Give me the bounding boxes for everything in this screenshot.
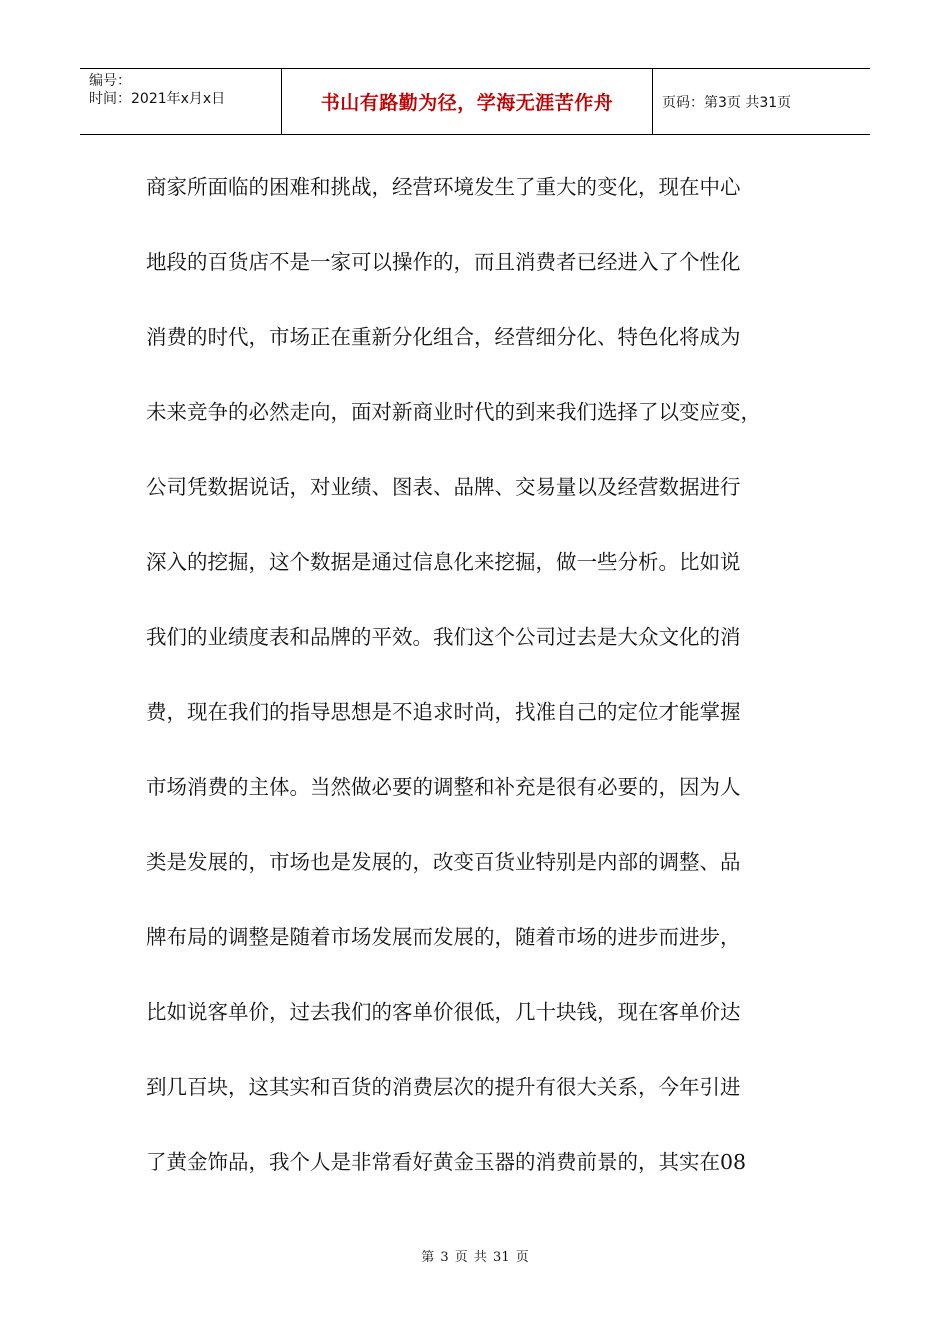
document-date-label: 时间：2021年x月x日 [89,91,226,107]
body-line: 我们的业绩度表和品牌的平效。我们这个公司过去是大众文化的消 [146,625,741,649]
body-line: 商家所面临的困难和挑战，经营环境发生了重大的变化，现在中心 [146,175,741,199]
page-header [80,68,870,135]
body-line: 类是发展的，市场也是发展的，改变百货业特别是内部的调整、品 [146,850,741,874]
body-line: 公司凭数据说话，对业绩、图表、品牌、交易量以及经营数据进行 [146,475,741,499]
body-line: 比如说客单价，过去我们的客单价很低，几十块钱，现在客单价达 [146,1000,741,1024]
body-line: 了黄金饰品，我个人是非常看好黄金玉器的消费前景的，其实在08 [146,1150,747,1174]
body-line: 深入的挖掘，这个数据是通过信息化来挖掘，做一些分析。比如说 [146,550,741,574]
header-page-info: 页码：第3页 共31页 [662,94,792,111]
body-line: 费，现在我们的指导思想是不追求时尚，找准自己的定位才能掌握 [146,700,741,724]
header-motto: 书山有路勤为径，学海无涯苦作舟 [281,69,653,134]
document-body [146,168,816,1218]
body-line: 消费的时代，市场正在重新分化组合，经营细分化、特色化将成为 [146,325,741,349]
body-line: 未来竞争的必然走向，面对新商业时代的到来我们选择了以变应变， [146,400,761,424]
body-line: 市场消费的主体。当然做必要的调整和补充是很有必要的，因为人 [146,775,741,799]
body-line: 牌布局的调整是随着市场发展而发展的，随着市场的进步而进步， [146,925,741,949]
page-footer: 第 3 页 共 31 页 [421,1250,529,1265]
body-line: 地段的百货店不是一家可以操作的，而且消费者已经进入了个性化 [146,250,741,274]
body-line: 到几百块，这其实和百货的消费层次的提升有很大关系，今年引进 [146,1075,741,1099]
header-meta [80,69,281,134]
document-number-label: 编号： [89,73,131,89]
